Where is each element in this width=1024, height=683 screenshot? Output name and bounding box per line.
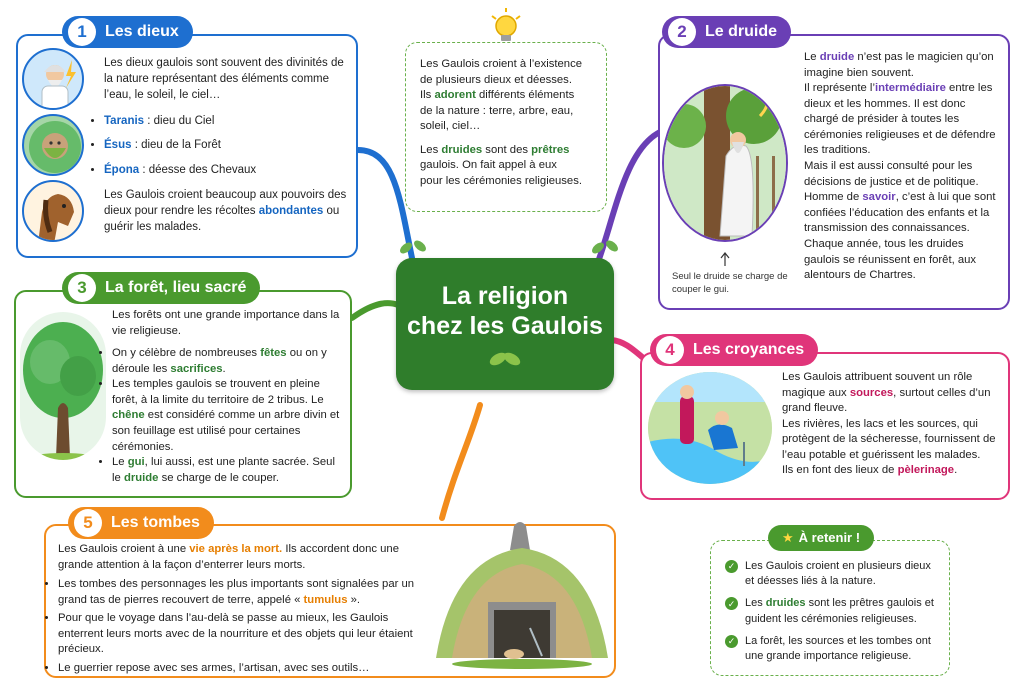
- druide-caption: Seul le druide se charge de couper le gui.: [672, 271, 788, 296]
- list-item: • Ésus : dieu de la Forêt: [104, 138, 348, 154]
- list-item: • Taranis : dieu du Ciel: [104, 114, 348, 130]
- tumulus-illustration: [432, 518, 612, 670]
- center-node: [396, 258, 614, 390]
- dieux-paragraph-2: Les Gaulois croient beaucoup aux pouvoirs des dieux pour rendre les récoltes abondantes ou guérir les malades.: [104, 189, 347, 233]
- leaf-deco: [412, 238, 428, 253]
- foret-list: [112, 346, 346, 486]
- foret-title: La forêt, lieu sacré: [105, 278, 247, 296]
- croyances-paragraph-3: Ils en font des lieux de pèlerinage.: [782, 464, 958, 477]
- intro-paragraph-1: Les Gaulois croient à l’existence de plusieurs dieux et déesses. Ils adorent différents éléments de la nature : terre, arbre, eau, soleil, ciel…: [420, 58, 583, 133]
- taranis-illustration: [22, 48, 84, 110]
- connector-dieux: [358, 150, 412, 258]
- tombes-title-pill: [68, 507, 214, 539]
- druide-paragraph-4: Chaque année, tous les druides gaulois se réunissent en forêt, aux alentours de Chartres.: [804, 237, 977, 282]
- connector-tombes: [442, 405, 480, 518]
- druide-paragraph-1: Le druide n’est pas le magicien qu’on imagine bien souvent.: [804, 51, 994, 79]
- croyances-content: [782, 370, 1004, 479]
- list-item: • Épona : déesse des Chevaux: [104, 163, 348, 179]
- dieux-content: [104, 56, 348, 236]
- foret-paragraph-1: Les forêts ont une grande importance dans la vie religieuse.: [112, 309, 340, 337]
- foret-content: [112, 308, 346, 486]
- center-title-line2: chez les Gaulois: [407, 312, 603, 340]
- check-icon: ✓: [725, 560, 738, 573]
- section-number: 2: [668, 18, 696, 46]
- leaf-icon: [488, 349, 522, 367]
- connector-foret: [352, 303, 398, 318]
- list-item: ✓ Les Gaulois croient en plusieurs dieux et déesses liés à la nature.: [725, 559, 937, 589]
- croyances-paragraph-2: Les rivières, les lacs et les sources, qui protègent de la sécheresse, fournissent de l’eau potable et guérissent les malades.: [782, 417, 996, 461]
- druide-title: Le druide: [705, 22, 778, 40]
- oak-tree-illustration: [20, 312, 106, 460]
- list-item: • Le gui, lui aussi, est une plante sacrée. Seul le druide se charge de le couper.: [112, 455, 346, 486]
- lightbulb-icon: [488, 6, 524, 46]
- retenir-list: [725, 559, 937, 664]
- list-item: • Les temples gaulois se trouvent en pleine forêt, à la limite du territoire de 2 tribus. Le chêne est considéré comme un arbre divin et son feuillage est utilisé pour certaines cérémonies.: [112, 377, 346, 455]
- retenir-box: [710, 540, 950, 676]
- croyances-title-pill: [650, 334, 818, 366]
- dieux-paragraph-1: Les dieux gaulois sont souvent des divinités de la nature représentant des éléments comme l’eau, le soleil, le ciel…: [104, 57, 344, 101]
- section-number: 4: [656, 336, 684, 364]
- tombes-title: Les tombes: [111, 513, 200, 531]
- arrow-up-icon: [720, 252, 730, 266]
- spring-illustration: [648, 372, 772, 484]
- tombes-paragraph-1: Les Gaulois croient à une vie après la mort. Ils accordent donc une grande attention à la façon d’enterrer leurs morts.: [58, 543, 399, 571]
- list-item: ✓ Les druides sont les prêtres gaulois et guident les cérémonies religieuses.: [725, 596, 937, 626]
- section-number: 3: [68, 274, 96, 302]
- druide-content: [804, 50, 1000, 284]
- list-item: • Pour que le voyage dans l’au-delà se passe au mieux, les Gaulois enterrent leurs morts avec de la nourriture et des objets qui leur étaient précieux.: [58, 611, 422, 658]
- dieux-title-pill: [62, 16, 193, 48]
- intro-box: [405, 42, 607, 212]
- tombes-list: [58, 577, 422, 676]
- list-item: ✓ La forêt, les sources et les tombes ont une grande importance religieuse.: [725, 634, 937, 664]
- esus-illustration: [22, 114, 84, 176]
- center-title-line1: La religion: [441, 282, 569, 310]
- section-number: 5: [74, 509, 102, 537]
- list-item: • Les tombes des personnages les plus importants sont signalées par un grand tas de pierres recouvert de terre, appelé « tumulus ».: [58, 577, 422, 608]
- croyances-paragraph-1: Les Gaulois attribuent souvent un rôle magique aux sources, surtout celles d’un grand fleuve.: [782, 371, 991, 415]
- dieux-list: [104, 114, 348, 180]
- retenir-title-pill: [768, 525, 874, 551]
- druide-title-pill: [662, 16, 791, 48]
- epona-illustration: [22, 180, 84, 242]
- croyances-title: Les croyances: [693, 340, 805, 358]
- star-icon: ★: [782, 530, 794, 546]
- druide-paragraph-2: Il représente l’intermédiaire entre les dieux et les hommes. Il est donc chargé de présider à toutes les cérémonies religieuses et de défendre les traditions.: [804, 82, 996, 157]
- list-item: • On y célèbre de nombreuses fêtes ou on y déroule les sacrifices.: [112, 346, 346, 377]
- check-icon: ✓: [725, 635, 738, 648]
- section-number: 1: [68, 18, 96, 46]
- druide-illustration: [662, 84, 788, 242]
- tombes-content: [58, 542, 422, 680]
- list-item: • Le guerrier repose avec ses armes, l’artisan, avec ses outils…: [58, 661, 422, 677]
- druide-paragraph-3: Mais il est aussi consulté pour les décisions de justice et de politique. Homme de savoir, c’est à lui que sont confiées l’éducation des enfants et la transmission des connaissances.: [804, 160, 996, 235]
- retenir-title: À retenir !: [798, 530, 861, 546]
- check-icon: ✓: [725, 597, 738, 610]
- dieux-title: Les dieux: [105, 22, 179, 40]
- foret-title-pill: [62, 272, 260, 304]
- intro-paragraph-2: Les druides sont des prêtres gaulois. On fait appel à eux pour les cérémonies religieuses.: [420, 143, 583, 188]
